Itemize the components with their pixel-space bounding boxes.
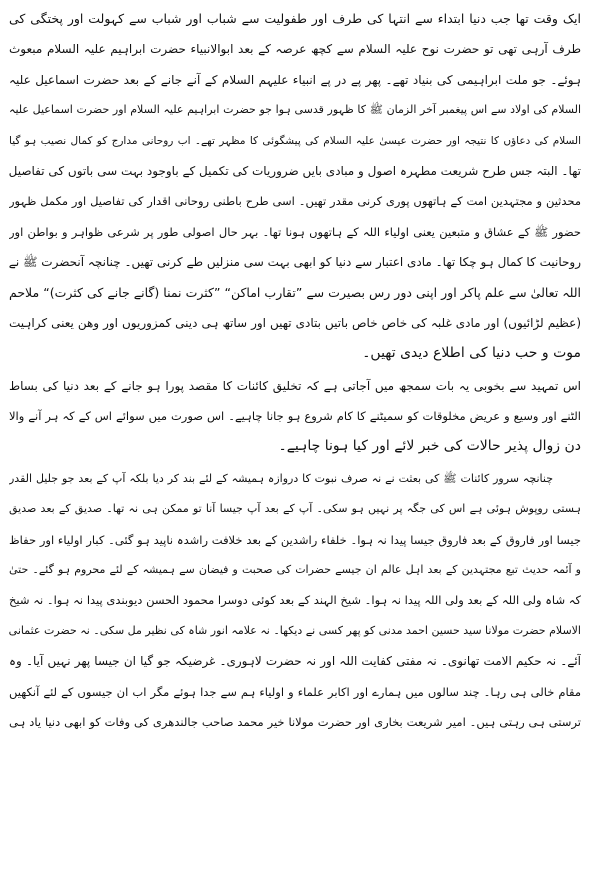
text-line: السلام کی دعاؤں کا نتیجہ اور حضرت عیسیٰ علیہ السلام کی پیشگوئی کا مظہر تھے۔ اب روحانی مدارج کو کمال نصیب ہو گیا <box>9 134 581 147</box>
text-line: روحانیت کا کمال ہو چکا تھا۔ مادی اعتبار سے دنیا کو ابھی بہت سی منزلیں طے کرنی تھیں۔ چنانچہ آنحضرت ﷺ نے <box>9 255 581 270</box>
text-line: (عظیم لڑائیوں) اور مادی غلبہ کی خاص خاص باتیں بتادی تھیں اور ساتھ ہی دینی کمزوریوں اور وھن یعنی کراہیت <box>9 315 581 330</box>
text-line: ہوئے۔ جو ملت ابراہیمی کی بنیاد تھے۔ پھر پے در پے انبیاء علیہم السلام کے آنے جانے کے بعد حضرت اسماعیل علیہ <box>9 72 581 87</box>
text-line: مقام خالی ہی رہا۔ چند سالوں میں ہمارے اور اکابر علماء و اولیاء ہم سے جدا ہوئے مگر اب ان جیسوں کے لئے آنکھیں <box>9 684 581 699</box>
text-line: چنانچہ سرور کائنات ﷺ کی بعثت نے نہ صرف نبوت کا دروازہ ہمیشہ کے لئے بند کر دیا بلکہ آپ کے بعد جو جلیل القدر <box>9 471 553 485</box>
text-line: محدثین و مجتہدین امت کے ہاتھوں پوری کرنی مقدر تھیں۔ اسی طرح باطنی روحانی اقدار کی تفاصیل اور مکمل ظہور <box>9 194 581 209</box>
text-line: اس تمہید سے بخوبی یہ بات سمجھ میں آجاتی ہے کہ تخلیق کائنات کا مقصد پورا ہو جانے کے بعد دنیا کی بساط <box>9 378 581 393</box>
text-line: طرف آرہی تھی تو حضرت نوح علیہ السلام سے کچھ عرصہ کے بعد ابوالانبیاء حضرت ابراہیم علیہ السلام مبعوث <box>9 42 581 57</box>
text-line: کہ شاہ ولی اللہ کے بعد ولی اللہ پیدا نہ ہوا۔ شیخ الہند کے بعد کوئی دوسرا محمود الحسن دیوبندی پیدا نہ ہوا۔ نہ شیخ <box>9 593 581 608</box>
text-line: موت و حب دنیا کی اطلاع دیدی تھیں۔ <box>362 345 581 362</box>
paragraph-1 <box>9 4 581 369</box>
text-line: تھا۔ البتہ جس طرح شریعت مطہرہ اصول و مبادی بایں ضروریات کی تکمیل کے باوجود بہت سی باتوں کی تفاصیل <box>9 163 581 178</box>
text-line: و آئمہ حدیث تبع مجتہدین کے بعد اہل عالم ان جیسے حضرات کی صحبت و فیضان سے ہمیشہ کے لئے محروم ہو گئے۔ حتیٰ <box>9 563 581 577</box>
text-line: جیسا اور فاروق کے بعد فاروق جیسا پیدا نہ ہوا۔ خلفاء راشدین کے بعد خلافت راشدہ ناپید ہو گئی۔ کبار اولیاء اور حفاظ <box>9 532 581 547</box>
text-line: الٹنے اور وسیع و عریض مخلوقات کو سمیٹنے کا کام شروع ہو جانا چاہیے۔ اس صورت میں سوائے اس کے کہ ہر آنے والا <box>9 409 581 424</box>
text-line: ہستی روپوش ہوئی ہے اس کی جگہ پر نہیں ہو سکی۔ آپ کے بعد آپ جیسا آنا تو ممکن ہی نہ تھا۔ صدیق کے بعد صدیق <box>9 502 581 516</box>
text-line: السلام کی اولاد سے اس پیغمبر آخر الزمان ﷺ کا ظہور قدسی ہوا جو حضرت ابراہیم علیہ السلام اور حضرت اسماعیل علیہ <box>9 103 581 117</box>
text-line: دن زوال پذیر حالات کی خبر لائے اور کیا ہونا چاہیے۔ <box>278 438 581 455</box>
text-line: الاسلام حضرت مولانا سید حسین احمد مدنی کو پھر کسی نے دیکھا۔ نہ علامہ انور شاہ کی نظیر مل سکی۔ نہ حضرت عثمانی <box>9 623 581 637</box>
text-line: آئے۔ نہ حکیم الامت تھانوی۔ نہ مفتی کفایت اللہ اور نہ حضرت لاہوری۔ غرضیکہ جو گیا ان جیسا پھر نہیں آیا۔ وہ <box>9 654 581 669</box>
text-line: اللہ تعالیٰ سے علم پاکر اور اپنی دور رس بصیرت سے ”تقارب اماکن“ ”کثرت نمنا (گانے جانے کی کثرت)“ ملاحم <box>9 284 581 300</box>
text-line: ایک وقت تھا جب دنیا ابتداء سے انتہا کی طرف اور طفولیت سے شباب اور شباب سے کہولت اور پختگی کی <box>9 11 581 26</box>
paragraph-3 <box>9 464 581 738</box>
paragraph-2 <box>9 371 581 462</box>
text-line: حضور ﷺ کے عشاق و متبعین یعنی اولیاء اللہ کے ہاتھوں ہونا تھا۔ بہر حال اصولی طور پر شرعی ظواہر و بواطن اور <box>9 224 581 239</box>
text-line: ترستی ہی رہتی ہیں۔ امیر شریعت بخاری اور حضرت مولانا خیر محمد صاحب جالندھری کی وفات کو ابھی دنیا یاد ہی <box>9 714 581 729</box>
